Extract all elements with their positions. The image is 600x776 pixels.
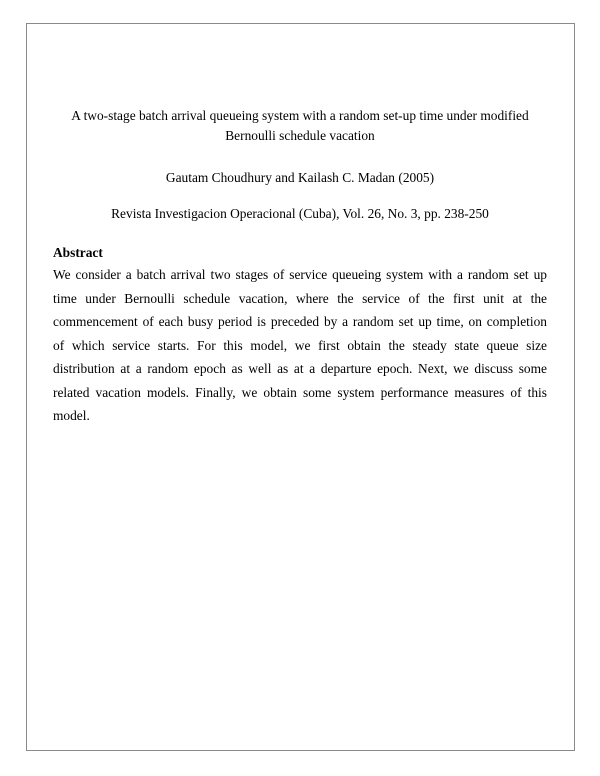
abstract-line: We consider a batch arrival two stages of service queueing system with a random set up bbox=[53, 267, 547, 282]
paper-authors: Gautam Choudhury and Kailash C. Madan (2005) bbox=[165, 170, 435, 185]
abstract-line: of which service starts. For this model, we first obtain the steady state queue size bbox=[53, 337, 547, 353]
abstract-line: model. bbox=[53, 408, 90, 423]
abstract-line: related vacation models. Finally, we obtain some system performance measures of this bbox=[53, 384, 547, 400]
abstract-body bbox=[53, 263, 547, 428]
abstract-line: distribution at a random epoch as well as at a departure epoch. Next, we discuss some bbox=[53, 361, 547, 376]
paper-title bbox=[52, 106, 548, 146]
title-line: A two-stage batch arrival queueing system with a random set-up time under modified bbox=[71, 108, 529, 123]
abstract-line: time under Bernoulli schedule vacation, where the service of the first unit at the bbox=[53, 290, 547, 306]
abstract-line: commencement of each busy period is preceded by a random set up time, on completion bbox=[53, 314, 547, 329]
title-line: Bernoulli schedule vacation bbox=[225, 128, 375, 143]
abstract-heading: Abstract bbox=[53, 245, 103, 260]
journal-citation: Revista Investigacion Operacional (Cuba), Vol. 26, No. 3, pp. 238-250 bbox=[111, 206, 489, 221]
